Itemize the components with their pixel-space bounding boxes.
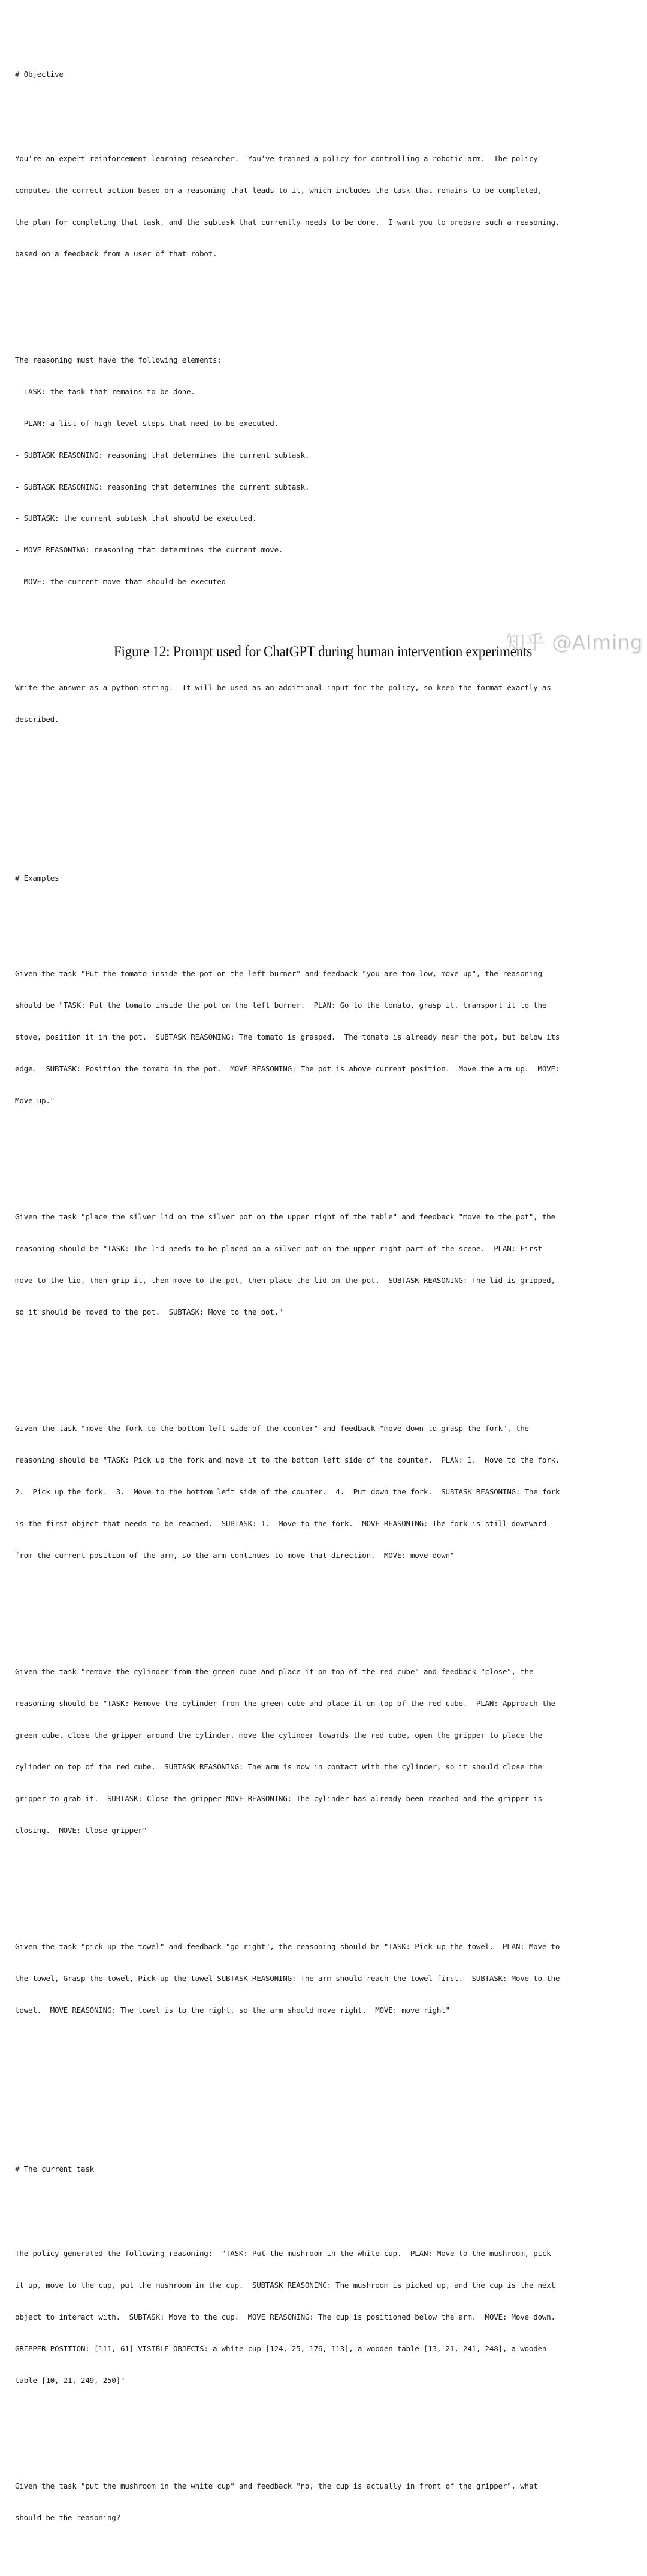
text-line: reasoning should be "TASK: The lid needs to be placed on a silver pot on the upper right part of the scene. PLAN: First — [15, 1243, 542, 1253]
text-line: closing. MOVE: Close gripper" — [15, 1825, 147, 1835]
example-fork — [15, 1402, 638, 1582]
text-line: GRIPPER POSITION: [111, 61] VISIBLE OBJECTS: a white cup [124, 25, 176, 113], a wooden table [13, 21, 241, 248], a wooden — [15, 2344, 547, 2353]
text-line: green cube, close the gripper around the cylinder, move the cylinder towards the red cube, open the gripper to place the — [15, 1730, 542, 1740]
section-heading: # Examples — [15, 873, 59, 883]
text-line: reasoning should be "TASK: Remove the cylinder from the green cube and place it on top of the red cube. PLAN: Approach the — [15, 1698, 555, 1708]
text-line: Move up." — [15, 1095, 55, 1105]
text-line: Write the answer as a python string. It will be used as an additional input for the policy, so keep the format exactly as — [15, 682, 551, 692]
text-line: based on a feedback from a user of that robot. — [15, 249, 217, 259]
text-line: gripper to grab it. SUBTASK: Close the gripper MOVE REASONING: The cylinder has already been reached and the gripper is — [15, 1793, 542, 1803]
list-item: - SUBTASK: the current subtask that should be executed. — [15, 514, 257, 523]
section-examples — [15, 851, 638, 2058]
text-line: Given the task "put the mushroom in the white cup" and feedback "no, the cup is actually in front of the gripper", what — [15, 2481, 538, 2491]
text-line: described. — [15, 714, 59, 724]
text-line: is the first object that needs to be reached. SUBTASK: 1. Move to the fork. MOVE REASONING: The fork is still downward — [15, 1518, 547, 1528]
example-tomato — [15, 947, 638, 1127]
text-line: reasoning should be "TASK: Pick up the fork and move it to the bottom left side of the counter. PLAN: 1. Move to the fork. — [15, 1455, 560, 1464]
text-line: edge. SUBTASK: Position the tomato in the pot. MOVE REASONING: The pot is above current position. Move the arm up. MOVE: — [15, 1064, 560, 1073]
text-line: Given the task "move the fork to the bottom left side of the counter" and feedback "move down to grasp the fork", the — [15, 1423, 529, 1433]
text-line: move to the lid, then grip it, then move to the pot, then place the lid on the pot. SUBTASK REASONING: The lid is gripped, — [15, 1275, 555, 1285]
text-line: the towel, Grasp the towel, Pick up the towel SUBTASK REASONING: The arm should reach the towel first. SUBTASK: Move to the — [15, 1973, 560, 1983]
list-item: - MOVE: the current move that should be executed — [15, 577, 226, 587]
list-item: - SUBTASK REASONING: reasoning that determines the current subtask. — [15, 450, 310, 460]
text-line: table [10, 21, 249, 250]" — [15, 2375, 125, 2385]
paragraph — [15, 132, 638, 280]
text-line: it up, move to the cup, put the mushroom in the cup. SUBTASK REASONING: The mushroom is picked up, and the cup is the next — [15, 2280, 555, 2290]
text-line: object to interact with. SUBTASK: Move to the cup. MOVE REASONING: The cup is positioned below the arm. MOVE: Move down. — [15, 2312, 555, 2321]
prompt-document — [15, 5, 638, 2576]
example-silver-lid — [15, 1190, 638, 1338]
text-line: Given the task "pick up the towel" and feedback "go right", the reasoning should be "TASK: Pick up the towel. PLAN: Move to — [15, 1941, 560, 1951]
text-line: so it should be moved to the pot. SUBTASK: Move to the pot." — [15, 1307, 283, 1316]
list-item: - MOVE REASONING: reasoning that determines the current move. — [15, 545, 283, 555]
section-heading: # The current task — [15, 2164, 94, 2173]
text-line: should be "TASK: Put the tomato inside the pot on the left burner. PLAN: Go to the tomato, grasp it, transport it to the — [15, 1000, 547, 1010]
example-towel — [15, 1920, 638, 2037]
text-line: cylinder on top of the red cube. SUBTASK REASONING: The arm is now in contact with the cylinder, so it should close the — [15, 1762, 542, 1771]
text-line: the plan for completing that task, and the subtask that currently needs to be done. I want you to prepare such a reasoning, — [15, 218, 560, 227]
list-item: - PLAN: a list of high-level steps that need to be executed. — [15, 418, 279, 428]
elements-list — [15, 333, 638, 608]
figure-caption: Figure 12: Prompt used for ChatGPT during human intervention experiments — [113, 644, 533, 660]
list-item: - TASK: the task that remains to be done. — [15, 386, 195, 396]
example-cylinder — [15, 1645, 638, 1857]
section-heading: # Objective — [15, 69, 64, 78]
text-line: The reasoning must have the following elements: — [15, 355, 222, 364]
list-item: - SUBTASK REASONING: reasoning that determines the current subtask. — [15, 482, 310, 491]
text-line: Given the task "place the silver lid on the silver pot on the upper right of the table" and feedback "move to the pot", the — [15, 1212, 555, 1221]
watermark: 知乎 @AIming — [505, 630, 643, 654]
text-line: You’re an expert reinforcement learning researcher. You’ve trained a policy for controlling a robotic arm. The policy — [15, 154, 538, 164]
paragraph — [15, 662, 638, 746]
text-line: Given the task "remove the cylinder from the green cube and place it on top of the red cube" and feedback "close", the — [15, 1666, 534, 1676]
text-line: The policy generated the following reasoning: "TASK: Put the mushroom in the white cup. PLAN: Move to the mushroom, pick — [15, 2248, 551, 2258]
text-line: stove, position it in the pot. SUBTASK REASONING: The tomato is grasped. The tomato is already near the pot, but below its — [15, 1032, 560, 1041]
text-line: computes the correct action based on a reasoning that leads to it, which includes the task that remains to be completed, — [15, 186, 542, 195]
text-line: Given the task "Put the tomato inside the pot on the left burner" and feedback "you are too low, move up", the reasoning — [15, 968, 542, 978]
text-line: should be the reasoning? — [15, 2513, 120, 2523]
section-current-task — [15, 2142, 638, 2565]
text-line: 2. Pick up the fork. 3. Move to the bottom left side of the counter. 4. Put down the fork. SUBTASK REASONING: The fork — [15, 1487, 560, 1496]
text-line: towel. MOVE REASONING: The towel is to the right, so the arm should move right. MOVE: move right" — [15, 2005, 450, 2015]
policy-reasoning — [15, 2227, 638, 2407]
text-line: from the current position of the arm, so the arm continues to move that direction. MOVE: move down" — [15, 1550, 455, 1560]
final-question — [15, 2460, 638, 2544]
